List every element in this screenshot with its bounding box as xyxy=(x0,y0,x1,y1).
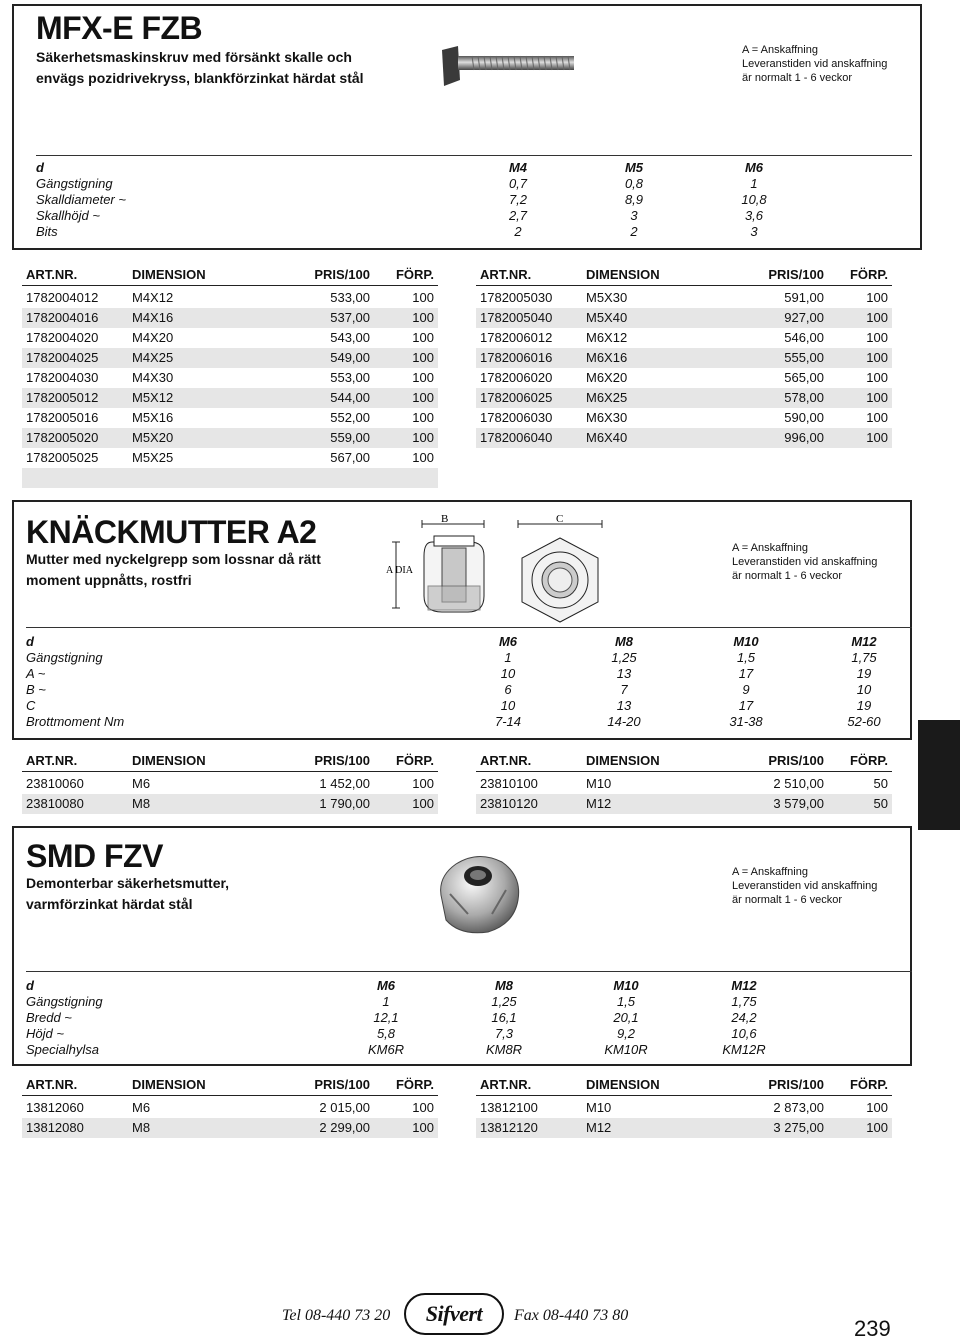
table-cell-pack: 100 xyxy=(412,430,434,445)
section2-subtitle-line: Mutter med nyckelgrepp som lossnar då rätt xyxy=(26,551,321,567)
diagram-label-b: B xyxy=(441,513,449,525)
spec-label: d xyxy=(26,978,34,993)
company-logo-text: Sifvert xyxy=(425,1301,483,1326)
table-cell-dim: M4X25 xyxy=(132,350,174,365)
spec-value: 1,5 xyxy=(616,994,636,1009)
table-cell-pack: 100 xyxy=(412,410,434,425)
table-cell-dim: M4X20 xyxy=(132,330,174,345)
table-row xyxy=(476,774,892,794)
spec-value: 7 xyxy=(620,682,628,697)
spec-value: 3 xyxy=(630,208,638,223)
section1-availability xyxy=(742,43,887,85)
table-cell-dim: M6X25 xyxy=(586,390,628,405)
table-cell-price: 2 015,00 xyxy=(319,1100,370,1115)
section2-spec xyxy=(26,634,906,732)
table-cell-art: 1782006025 xyxy=(480,390,553,405)
spec-divider xyxy=(26,971,912,972)
table-cell-price: 555,00 xyxy=(784,350,824,365)
column-header-dim: DIMENSION xyxy=(132,753,206,768)
table-cell-price: 591,00 xyxy=(784,290,824,305)
table-cell-art: 1782006030 xyxy=(480,410,553,425)
spec-divider xyxy=(26,627,912,628)
spec-label: Höjd ~ xyxy=(26,1026,64,1041)
spec-value: 10 xyxy=(856,682,872,697)
spec-value: M8 xyxy=(614,634,634,649)
spec-label: C xyxy=(26,698,36,713)
table-cell-art: 13812080 xyxy=(26,1120,84,1135)
spec-value: 7-14 xyxy=(494,714,522,729)
table-cell-art: 1782005030 xyxy=(480,290,553,305)
spec-value: 1 xyxy=(382,994,390,1009)
spec-value: 20,1 xyxy=(613,1010,639,1025)
screw-image xyxy=(438,44,578,88)
table-row xyxy=(476,448,892,468)
table-cell-dim: M6X16 xyxy=(586,350,628,365)
header-rule xyxy=(22,1095,438,1096)
spec-value: 6 xyxy=(504,682,512,697)
column-header-pack: FÖRP. xyxy=(849,267,888,282)
table-cell-dim: M5X20 xyxy=(132,430,174,445)
spec-value: 1 xyxy=(750,176,758,191)
table-cell-price: 2 299,00 xyxy=(319,1120,370,1135)
spec-value: M4 xyxy=(508,160,528,175)
spec-label: Specialhylsa xyxy=(26,1042,99,1057)
table-cell-pack: 50 xyxy=(873,796,888,811)
spec-value: 52-60 xyxy=(847,714,881,729)
table-row xyxy=(22,1118,438,1138)
table-cell-price: 544,00 xyxy=(330,390,370,405)
table-cell-price: 546,00 xyxy=(784,330,824,345)
header-rule xyxy=(476,285,892,286)
diagram-label-c: C xyxy=(556,513,564,525)
table-cell-dim: M6X12 xyxy=(586,330,628,345)
table-row xyxy=(22,1098,438,1118)
spec-value: 8,9 xyxy=(624,192,644,207)
section2-title: KNÄCKMUTTER A2 xyxy=(26,514,317,550)
availability-line: Leveranstiden vid anskaffning xyxy=(732,556,878,568)
footer-phone: Tel 08-440 73 20 xyxy=(282,1307,391,1324)
column-header-dim: DIMENSION xyxy=(132,267,206,282)
table-cell-price: 3 275,00 xyxy=(773,1120,824,1135)
spec-label: Skallhöjd ~ xyxy=(36,208,100,223)
spec-value: 2,7 xyxy=(508,208,528,223)
spec-value: KM6R xyxy=(367,1042,405,1057)
table-cell-art: 1782005040 xyxy=(480,310,553,325)
table-cell-dim: M5X25 xyxy=(132,450,174,465)
section3-spec xyxy=(26,978,906,1060)
table-cell-art: 1782004016 xyxy=(26,310,99,325)
table-cell-pack: 100 xyxy=(412,390,434,405)
spec-value: KM8R xyxy=(485,1042,523,1057)
spec-value: 2 xyxy=(514,224,522,239)
table-row xyxy=(476,328,892,348)
table-row xyxy=(476,288,892,308)
side-tab xyxy=(918,720,960,830)
column-header-pack: FÖRP. xyxy=(395,267,434,282)
spec-label: d xyxy=(36,160,44,175)
spec-value: 13 xyxy=(616,698,632,713)
table-cell-price: 996,00 xyxy=(784,430,824,445)
table-cell-pack: 100 xyxy=(866,1120,888,1135)
header-rule xyxy=(476,771,892,772)
table-cell-pack: 100 xyxy=(866,390,888,405)
column-header-pack: FÖRP. xyxy=(849,753,888,768)
spec-value: 19 xyxy=(856,666,872,681)
column-header-art: ART.NR. xyxy=(480,267,532,282)
spec-value: 1,75 xyxy=(731,994,757,1009)
table-cell-price: 2 510,00 xyxy=(773,776,824,791)
table-cell-dim: M8 xyxy=(132,1120,151,1135)
header-rule xyxy=(22,285,438,286)
table-cell-price: 1 452,00 xyxy=(319,776,370,791)
header-rule xyxy=(22,771,438,772)
table-cell-price: 553,00 xyxy=(330,370,370,385)
availability-line: A = Anskaffning xyxy=(732,866,808,878)
section1-title: MFX-E FZB xyxy=(36,10,203,46)
table-cell-dim: M10 xyxy=(586,776,612,791)
spec-label: B ~ xyxy=(26,682,46,697)
table-cell-price: 567,00 xyxy=(330,450,370,465)
table-cell-dim: M6 xyxy=(132,776,151,791)
spec-value: 19 xyxy=(856,698,872,713)
column-header-pack: FÖRP. xyxy=(849,1077,888,1092)
table-cell-pack: 100 xyxy=(412,1100,434,1115)
table-cell-price: 559,00 xyxy=(330,430,370,445)
company-logo xyxy=(404,1293,504,1335)
footer-fax: Fax 08-440 73 80 xyxy=(514,1307,629,1324)
table-cell-art: 1782004020 xyxy=(26,330,99,345)
column-header-dim: DIMENSION xyxy=(586,1077,660,1092)
spec-value: KM10R xyxy=(604,1042,648,1057)
spec-value: 7,2 xyxy=(508,192,528,207)
availability-line: Leveranstiden vid anskaffning xyxy=(732,880,878,892)
spec-value: M10 xyxy=(733,634,759,649)
column-header-art: ART.NR. xyxy=(26,753,78,768)
spec-value: KM12R xyxy=(722,1042,766,1057)
table-cell-price: 543,00 xyxy=(330,330,370,345)
table-cell-dim: M4X30 xyxy=(132,370,174,385)
spec-value: 16,1 xyxy=(491,1010,517,1025)
spec-value: 31-38 xyxy=(729,714,763,729)
spec-label: Brottmoment Nm xyxy=(26,714,125,729)
spec-value: M5 xyxy=(624,160,644,175)
table-cell-dim: M4X12 xyxy=(132,290,174,305)
security-nut-image xyxy=(432,850,526,936)
spec-divider xyxy=(36,155,912,156)
table-cell-art: 23810080 xyxy=(26,796,84,811)
table-cell-dim: M6X20 xyxy=(586,370,628,385)
spec-value: M6 xyxy=(744,160,764,175)
spec-value: 2 xyxy=(630,224,638,239)
table-row xyxy=(476,388,892,408)
spec-value: 10,6 xyxy=(731,1026,757,1041)
table-cell-price: 533,00 xyxy=(330,290,370,305)
table-cell-price: 552,00 xyxy=(330,410,370,425)
table-cell-art: 1782004025 xyxy=(26,350,99,365)
availability-line: är normalt 1 - 6 veckor xyxy=(732,570,843,582)
spec-value: 0,8 xyxy=(624,176,644,191)
table-cell-price: 1 790,00 xyxy=(319,796,370,811)
column-header-price: PRIS/100 xyxy=(314,753,370,768)
product-table xyxy=(476,266,892,488)
spec-value: M12 xyxy=(731,978,757,993)
section3-title: SMD FZV xyxy=(26,838,163,874)
table-row xyxy=(22,774,438,794)
table-row xyxy=(22,388,438,408)
table-cell-pack: 100 xyxy=(866,330,888,345)
table-cell-dim: M5X12 xyxy=(132,390,174,405)
diagram-label-a: A DIA xyxy=(386,565,413,576)
table-cell-art: 1782005025 xyxy=(26,450,99,465)
table-cell-price: 2 873,00 xyxy=(773,1100,824,1115)
nut-side-diagram xyxy=(384,512,494,624)
table-cell-pack: 100 xyxy=(412,290,434,305)
table-cell-pack: 100 xyxy=(866,430,888,445)
table-cell-dim: M6X40 xyxy=(586,430,628,445)
column-header-price: PRIS/100 xyxy=(768,753,824,768)
table-row xyxy=(22,428,438,448)
section1-subtitle-line: Säkerhetsmaskinskruv med försänkt skalle och xyxy=(36,49,352,65)
table-cell-art: 1782005012 xyxy=(26,390,99,405)
table-row xyxy=(476,308,892,328)
product-table xyxy=(22,752,438,814)
availability-line: är normalt 1 - 6 veckor xyxy=(732,894,843,906)
spec-value: M6 xyxy=(376,978,396,993)
product-table xyxy=(22,266,438,488)
spec-value: 13 xyxy=(616,666,632,681)
table-cell-dim: M8 xyxy=(132,796,151,811)
spec-value: 17 xyxy=(738,698,754,713)
spec-label: A ~ xyxy=(26,666,46,681)
spec-label: Bits xyxy=(36,224,58,239)
spec-value: 1,75 xyxy=(851,650,877,665)
spec-value: 9,2 xyxy=(616,1026,636,1041)
spec-label: Bredd ~ xyxy=(26,1010,72,1025)
table-cell-pack: 100 xyxy=(412,330,434,345)
table-cell-pack: 100 xyxy=(412,776,434,791)
spec-value: 10,8 xyxy=(741,192,767,207)
column-header-art: ART.NR. xyxy=(26,1077,78,1092)
table-cell-art: 1782006016 xyxy=(480,350,553,365)
table-cell-dim: M6 xyxy=(132,1100,151,1115)
table-cell-price: 927,00 xyxy=(784,310,824,325)
column-header-art: ART.NR. xyxy=(480,1077,532,1092)
spec-label: Gängstigning xyxy=(36,176,113,191)
table-cell-art: 1782004012 xyxy=(26,290,99,305)
table-cell-pack: 100 xyxy=(412,796,434,811)
column-header-pack: FÖRP. xyxy=(395,753,434,768)
availability-line: A = Anskaffning xyxy=(742,44,818,56)
table-cell-price: 590,00 xyxy=(784,410,824,425)
section1-subtitle-line: envägs pozidrivekryss, blankförzinkat härdat stål xyxy=(36,70,364,86)
table-cell-price: 578,00 xyxy=(784,390,824,405)
column-header-dim: DIMENSION xyxy=(586,267,660,282)
table-cell-pack: 100 xyxy=(866,310,888,325)
spec-value: 24,2 xyxy=(731,1010,757,1025)
table-row xyxy=(476,428,892,448)
table-row xyxy=(22,408,438,428)
spec-value: 1,25 xyxy=(491,994,517,1009)
table-cell-art: 23810120 xyxy=(480,796,538,811)
section1-subtitle xyxy=(36,47,364,89)
product-table xyxy=(22,1076,438,1138)
availability-line: Leveranstiden vid anskaffning xyxy=(742,58,888,70)
section3-availability xyxy=(732,865,877,907)
table-cell-pack: 100 xyxy=(412,310,434,325)
table-cell-dim: M12 xyxy=(586,1120,612,1135)
column-header-price: PRIS/100 xyxy=(314,267,370,282)
table-cell-art: 23810060 xyxy=(26,776,84,791)
column-header-pack: FÖRP. xyxy=(395,1077,434,1092)
spec-value: 1,5 xyxy=(736,650,756,665)
table-row xyxy=(476,794,892,814)
table-cell-dim: M10 xyxy=(586,1100,612,1115)
section3-subtitle-line: varmförzinkat härdat stål xyxy=(26,896,193,912)
table-cell-pack: 100 xyxy=(866,370,888,385)
column-header-price: PRIS/100 xyxy=(768,267,824,282)
nut-top-diagram xyxy=(510,512,610,624)
column-header-dim: DIMENSION xyxy=(132,1077,206,1092)
table-cell-pack: 100 xyxy=(866,410,888,425)
spec-value: 7,3 xyxy=(494,1026,514,1041)
table-cell-price: 549,00 xyxy=(330,350,370,365)
section1-spec xyxy=(36,160,906,242)
spec-value: 10 xyxy=(500,698,516,713)
table-cell-pack: 100 xyxy=(412,450,434,465)
availability-line: är normalt 1 - 6 veckor xyxy=(742,72,853,84)
section2-availability xyxy=(732,541,877,583)
column-header-price: PRIS/100 xyxy=(768,1077,824,1092)
table-row xyxy=(22,794,438,814)
table-cell-dim: M4X16 xyxy=(132,310,174,325)
spec-value: 14-20 xyxy=(607,714,641,729)
column-header-price: PRIS/100 xyxy=(314,1077,370,1092)
spec-value: M12 xyxy=(851,634,877,649)
table-cell-dim: M6X30 xyxy=(586,410,628,425)
spec-value: 10 xyxy=(500,666,516,681)
spec-value: 3 xyxy=(750,224,758,239)
section2-subtitle xyxy=(26,549,321,591)
table-cell-dim: M5X40 xyxy=(586,310,628,325)
column-header-art: ART.NR. xyxy=(480,753,532,768)
spec-label: Gängstigning xyxy=(26,994,103,1009)
spec-value: 17 xyxy=(738,666,754,681)
table-cell-art: 1782006012 xyxy=(480,330,553,345)
table-row xyxy=(22,308,438,328)
table-cell-pack: 100 xyxy=(412,1120,434,1135)
table-cell-price: 565,00 xyxy=(784,370,824,385)
column-header-art: ART.NR. xyxy=(26,267,78,282)
header-rule xyxy=(476,1095,892,1096)
table-cell-art: 1782005020 xyxy=(26,430,99,445)
section3-subtitle-line: Demonterbar säkerhetsmutter, xyxy=(26,875,230,891)
table-row xyxy=(22,368,438,388)
table-cell-art: 1782006040 xyxy=(480,430,553,445)
table-cell-art: 13812120 xyxy=(480,1120,538,1135)
spec-value: M10 xyxy=(613,978,639,993)
table-row xyxy=(22,348,438,368)
table-cell-pack: 100 xyxy=(412,370,434,385)
spec-label: Skalldiameter ~ xyxy=(36,192,126,207)
table-cell-price: 3 579,00 xyxy=(773,796,824,811)
spec-value: M6 xyxy=(498,634,518,649)
table-row xyxy=(476,368,892,388)
table-row xyxy=(22,468,438,488)
product-table xyxy=(476,1076,892,1138)
spec-value: 1,25 xyxy=(611,650,637,665)
table-cell-art: 13812060 xyxy=(26,1100,84,1115)
spec-label: Gängstigning xyxy=(26,650,103,665)
table-cell-pack: 50 xyxy=(873,776,888,791)
table-cell-art: 13812100 xyxy=(480,1100,538,1115)
spec-value: 9 xyxy=(742,682,750,697)
spec-value: 3,6 xyxy=(744,208,764,223)
table-row xyxy=(476,1118,892,1138)
table-cell-pack: 100 xyxy=(412,350,434,365)
table-cell-art: 1782004030 xyxy=(26,370,99,385)
table-cell-pack: 100 xyxy=(866,290,888,305)
table-cell-pack: 100 xyxy=(866,1100,888,1115)
table-cell-art: 1782005016 xyxy=(26,410,99,425)
table-cell-dim: M12 xyxy=(586,796,612,811)
spec-label: d xyxy=(26,634,34,649)
table-row xyxy=(476,348,892,368)
spec-value: M8 xyxy=(494,978,514,993)
table-cell-dim: M5X30 xyxy=(586,290,628,305)
section2-subtitle-line: moment uppnåtts, rostfri xyxy=(26,572,192,588)
table-row xyxy=(476,408,892,428)
table-cell-art: 1782006020 xyxy=(480,370,553,385)
availability-line: A = Anskaffning xyxy=(732,542,808,554)
spec-value: 1 xyxy=(504,650,512,665)
table-row xyxy=(22,328,438,348)
spec-value: 12,1 xyxy=(373,1010,399,1025)
table-cell-art: 23810100 xyxy=(480,776,538,791)
section3-subtitle xyxy=(26,873,229,915)
page-number: 239 xyxy=(854,1316,891,1341)
table-row xyxy=(22,288,438,308)
spec-value: 5,8 xyxy=(376,1026,396,1041)
table-row xyxy=(476,1098,892,1118)
column-header-dim: DIMENSION xyxy=(586,753,660,768)
product-table xyxy=(476,752,892,814)
table-row xyxy=(22,448,438,468)
table-cell-price: 537,00 xyxy=(330,310,370,325)
spec-value: 0,7 xyxy=(508,176,528,191)
table-cell-dim: M5X16 xyxy=(132,410,174,425)
table-cell-pack: 100 xyxy=(866,350,888,365)
